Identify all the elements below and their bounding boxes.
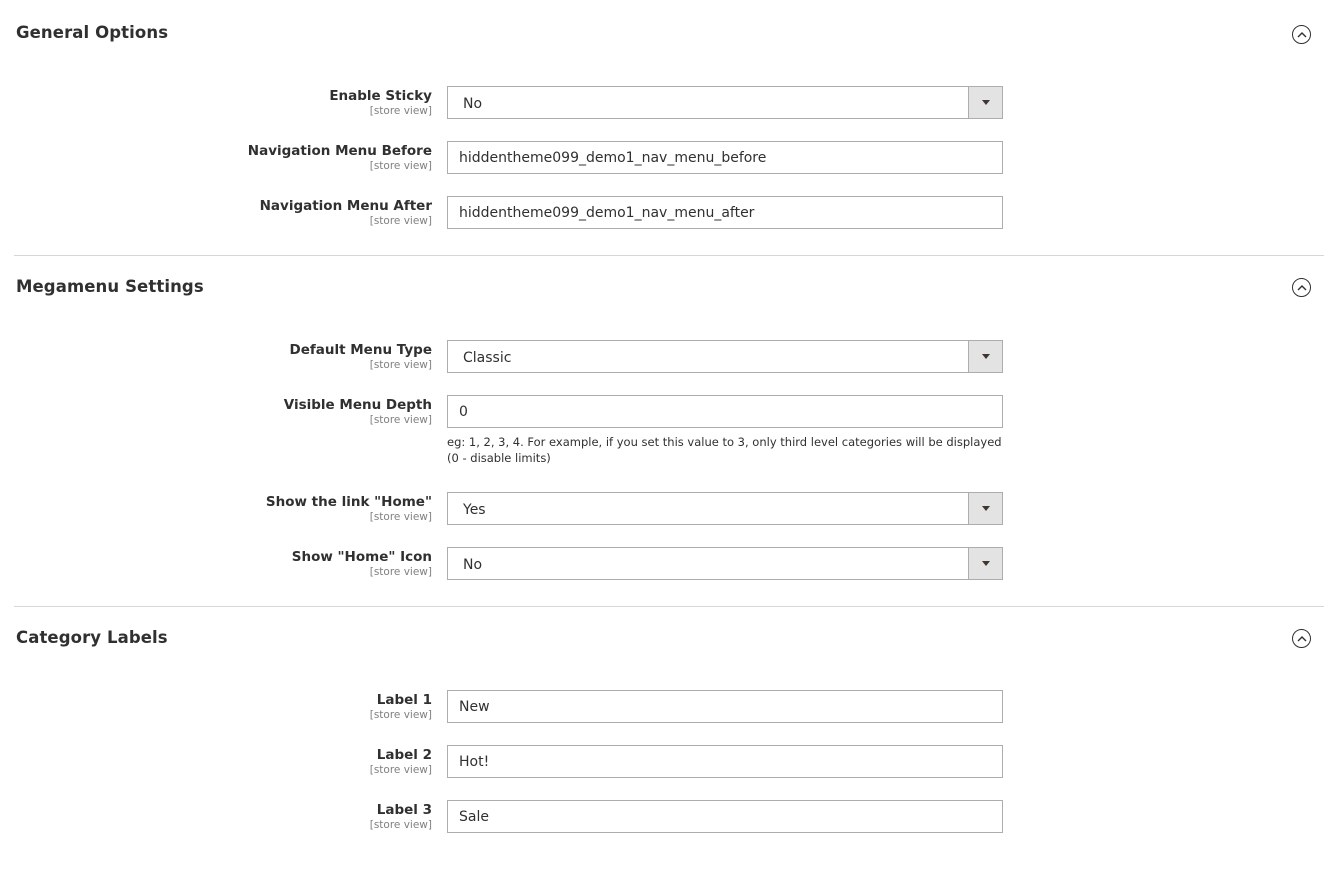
navigation-menu-after-input[interactable] [447, 196, 1003, 229]
navigation-menu-before-input[interactable] [447, 141, 1003, 174]
scope-label: [store view] [369, 764, 432, 776]
field-label: Enable Sticky [329, 88, 432, 104]
enable-sticky-select[interactable] [447, 86, 1003, 119]
caret-down-icon [982, 100, 990, 105]
select-value: No [463, 557, 483, 573]
scope-label: [store view] [369, 709, 432, 721]
default-menu-type-select[interactable] [447, 340, 1003, 373]
field-label: Label 2 [376, 747, 432, 763]
field-label: Default Menu Type [289, 342, 432, 358]
field-label: Show "Home" Icon [291, 549, 432, 565]
field-note: eg: 1, 2, 3, 4. For example, if you set this value to 3, only third level categories will be displayed (0 - disable limits) [447, 435, 1002, 465]
section-category-labels [0, 607, 1335, 877]
select-value: Classic [463, 350, 512, 366]
chevron-up-circle-icon[interactable] [1292, 25, 1311, 44]
field-label: Label 1 [376, 692, 432, 708]
dropdown-toggle[interactable] [968, 341, 1002, 372]
input-value: Sale [459, 809, 489, 825]
scope-label: [store view] [369, 160, 432, 172]
dropdown-toggle[interactable] [968, 548, 1002, 579]
field-label: Show the link "Home" [265, 494, 432, 510]
caret-down-icon [982, 506, 990, 511]
field-label: Visible Menu Depth [283, 397, 432, 413]
input-value: New [459, 699, 490, 715]
section-title: General Options [16, 23, 169, 42]
field-label: Label 3 [376, 802, 432, 818]
scope-label: [store view] [369, 105, 432, 117]
scope-label: [store view] [369, 819, 432, 831]
caret-down-icon [982, 354, 990, 359]
section-title: Category Labels [16, 628, 168, 647]
scope-label: [store view] [369, 215, 432, 227]
select-value: No [463, 96, 483, 112]
scope-label: [store view] [369, 414, 432, 426]
dropdown-toggle[interactable] [968, 87, 1002, 118]
section-title: Megamenu Settings [16, 277, 204, 296]
label-1-input[interactable] [447, 690, 1003, 723]
scope-label: [store view] [369, 359, 432, 371]
dropdown-toggle[interactable] [968, 493, 1002, 524]
input-value: Hot! [459, 754, 490, 770]
chevron-up-circle-icon[interactable] [1292, 278, 1311, 297]
select-value: Yes [463, 502, 486, 518]
label-2-input[interactable] [447, 745, 1003, 778]
section-megamenu-settings [0, 256, 1335, 606]
show-home-link-select[interactable] [447, 492, 1003, 525]
label-3-input[interactable] [447, 800, 1003, 833]
scope-label: [store view] [369, 511, 432, 523]
section-header-megamenu-settings[interactable] [0, 256, 1335, 326]
input-value: hiddentheme099_demo1_nav_menu_after [459, 205, 755, 221]
field-label: Navigation Menu After [259, 198, 432, 214]
section-header-general-options[interactable] [0, 0, 1335, 70]
visible-menu-depth-input[interactable] [447, 395, 1003, 428]
section-general-options [0, 0, 1335, 256]
chevron-up-circle-icon[interactable] [1292, 629, 1311, 648]
show-home-icon-select[interactable] [447, 547, 1003, 580]
section-header-category-labels[interactable] [0, 607, 1335, 677]
caret-down-icon [982, 561, 990, 566]
field-label: Navigation Menu Before [247, 143, 432, 159]
scope-label: [store view] [369, 566, 432, 578]
input-value: 0 [459, 404, 468, 420]
input-value: hiddentheme099_demo1_nav_menu_before [459, 150, 767, 166]
